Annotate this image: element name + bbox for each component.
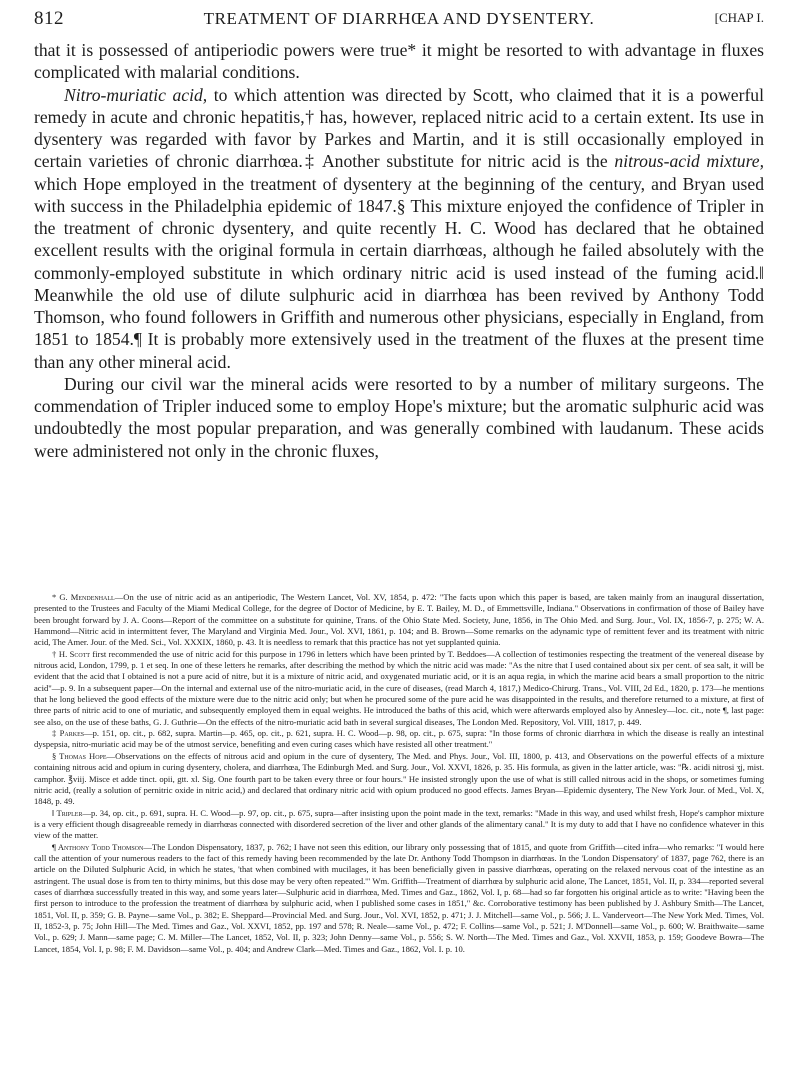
footnote-1: * G. Mendenhall—On the use of nitric acid as an antiperiodic, The Western Lancet, Vol. XV, 1854, p. 472: "The facts upon which this paper is based, are taken mainly from an inaugural dissertation, presented to the Trustees and Faculty of the Miami Medical College, for the degree of Doctor of Medicine, by E. T. Bailey, M. D., of Emmettsville, Indiana." Observations in confirmation of those of Bailey have been brought forward by J. A. Coons—Report of the committee on a substitute for quinine, Trans. of the Ohio State Med. Society, June, 1856, in The Ohio Med. and Surg. Jour., Vol. IX, 1856-7, p. 275; W. A. Hammond—Nitric acid in intermittent fever, The Maryland and Virginia Med. Jour., Vol. XVI, 1861, p. 104; and B. Brown—Some remarks on the adynamic type of remittent fever and its treatment with nitric acid, The Amer. Jour. of the Med. Sci., Vol. XXXIX, 1860, p. 43. It is needless to remark that this practice has not yet supplanted quinia.	[34, 592, 764, 648]
term-nitrous-acid-mixture: nitrous-acid mixture,	[614, 151, 764, 172]
page-header	[34, 8, 764, 34]
footnote-6: ¶ Anthony Todd Thomson—The London Dispensatory, 1837, p. 762; I have not seen this edition, our library only possessing that of 1815, and quote from Griffith—cited infra—who remarks: "I would here call the attention of your numerous readers to the fact of this remedy having been recommended by the late Dr. Anthony Todd Thompson in diarrhœas. In the 'London Dispensatory' of 1837, page 762, there is an article on the Diluted Sulphuric Acid, in which he states, 'that when combined with mucilages, it has been beneficially given in passive diarrhœas, operating on the relaxed nervous coat of the intestine as an astringent. The usual dose is from ten to thirty minims, but this dose may be very often repeated.'" Wm. Griffith—Treatment of diarrhœa by sulphuric acid alone, The Lancet, 1851, Vol. II, p. 334—reported several cases of diarrhœa successfully treated in this way, and some years later—Sulphuric acid in diarrhœa, Med. Times and Gaz., 1862, Vol. I, p. 68—had so far forgotten his original article as to write: "Having been the first person to introduce to the profession the treatment of diarrhœa by sulphuric acid, when I published some cases in 1851," &c. Corroborative testimony has been published by J. Ashbury Smith—The Lancet, 1851, Vol. II, p. 359; G. B. Payne—same Vol., p. 382; E. Sheppard—Provincial Med. and Surg. Jour., Vol. XVI, 1852, p. 471; J. J. Mitchell—same Vol., p. 566; J. L. Vanderveort—The New York Med. Times, Vol. II, 1852-3, p. 75; John Hill—The Med. Times and Gaz., Vol. XXVI, 1852, pp. 197 and 578; R. Neale—same Vol., p. 472; F. Collins—same Vol., p. 521; J. M'Donnell—same Vol., p. 600; W. Braithwaite—same Vol., p. 629; J. Mann—same page; C. M. Miller—The Lancet, 1852, Vol. II, p. 323; John Denny—same Vol., p. 556; S. W. North—The Med. Times and Gaz., Vol. XXVII, 1853, p. 159; Goodeve Bowra—The Lancet, 1854, Vol. I, p. 98; F. M. Davidson—same Vol., p. 404; and Andrew Clark—Med. Times and Gaz., 1862, Vol. I. p. 10.	[34, 841, 764, 954]
paragraph-1: that it is possessed of antiperiodic powers were true* it might be resorted to with advantage in fluxes complicated with malarial conditions.	[34, 40, 764, 83]
footnote-4: § Thomas Hope—Observations on the effects of nitrous acid and opium in the cure of dysentery, The Med. and Phys. Jour., Vol. III, 1800, p. 413, and Observations on the powerful effects of a mixture containing nitrous acid and opium in curing dysentery, cholera, and diarrhœa, The Edinburgh Med. and Surg. Jour., Vol. XXVI, 1826, p. 35. His formula, as given in the latter article, was: "℞. acidi nitrosi ʒj, mist. camphor. ℥viij. Misce et adde tinct. opii, gtt. xl. Sig. One fourth part to be taken every three or four hours." He insisted strongly upon the use of what is still called nitrous acid in the shops, or sometimes fuming nitric acid, (really a solution of pernitric oxide in nitric acid,) and declared that ordinary nitric acid with opium produced no good effects. James Bryan—Epidemic dysentery, The New York Jour. of Med., Vol. X, 1848, p. 49.	[34, 750, 764, 807]
footnote-2: † H. Scott first recommended the use of nitric acid for this purpose in 1796 in letters which have been printed by T. Beddoes—A collection of testimonies respecting the treatment of the venereal disease by nitrous acid, London, 1799, p. 1 et seq. In one of these letters he remarks, after describing the method by which the nitric acid was made: "As the nitre that I used contained about six per cent. of sea salt, it will be evident that the acid that I obtained is not a pure acid of nitre, but it is a mixture of nitric acid, and oxygenated muriatic acid, or it is an aqua regia, in which the marine acid bears a small proportion to the nitric acid"—p. 9. In a subsequent paper—On the internal and external use of the nitro-muriatic acid, in the cure of diseases, (read March 4, 1817,) Medico-Chirurg. Trans., Vol. VIII, 2d Ed., 1820, p. 173—he mentions that he long believed the good effects of the mixture were due to the nitric acid only; but when he procured some of the pure acid he was disappointed in the results, and therefore returned to a mixture, at first of three parts of nitric acid to one of muriatic, and subsequently employed them in equal weights. He introduced the baths of this acid, which were afterwards employed also by Annesley—loc. cit., note ¶, last page: see also, on the use of these baths, G. J. Guthrie—On the effects of the nitro-muriatic acid bath in several surgical diseases, The London Med. Repository, Vol. VIII, 1817, p. 449.	[34, 648, 764, 727]
running-title: TREATMENT OF DIARRHŒA AND DYSENTERY.	[203, 9, 595, 28]
term-nitro-muriatic-acid: Nitro-muriatic acid,	[64, 84, 208, 105]
footnote-3: ‡ Parkes—p. 151, op. cit., p. 682, supra. Martin—p. 465, op. cit., p. 621, supra. H. C. Wood—p. 98, op. cit., p. 675, supra: "In those forms of chronic diarrhœa in which the disease is really an intestinal dyspepsia, nitro-muriatic acid may be of the utmost service, benefiting and even curing cases which have resisted all other treatment."	[34, 728, 764, 750]
footnote-5: ‖ Tripler—p. 34, op. cit., p. 691, supra. H. C. Wood—p. 97, op. cit., p. 675, supra—after insisting upon the point made in the text, remarks: "Made in this way, and used whilst fresh, Hope's camphor mixture is a very efficient though disagreeable remedy in diarrhœas connected with disordered secretion of the liver and other glands of the alimentary canal." It is my duty to add that I have no confidence whatever in this view of the matter.	[34, 807, 764, 841]
paragraph-2: Nitro-muriatic acid, to which attention was directed by Scott, who claimed that it is a powerful remedy in acute and chronic hepatitis,† has, however, replaced nitric acid to a certain extent. Its use in dysentery was regarded with favor by Parkes and Martin, and it is still occasionally employed in certain varieties of chronic diarrhœa.‡ Another substitute for nitric acid is the nitrous-acid mixture, which Hope employed in the treatment of dysentery at the beginning of the century, and Bryan used with success in the Philadelphia epidemic of 1847.§ This mixture enjoyed the confidence of Tripler in the treatment of chronic dysentery, and quite recently H. C. Wood has declared that he obtained excellent results with the original formula in certain diarrhœas, although he failed absolutely with the commonly-employed substitute in which ordinary nitric acid is used instead of the fuming acid.‖ Meanwhile the old use of dilute sulphuric acid in diarrhœa has been revived by Anthony Todd Thomson, who found followers in Griffith and numerous other physicians, especially in England, from 1851 to 1854.¶ It is probably more extensively used in the treatment of the fluxes at the present time than any other mineral acid.	[34, 84, 764, 372]
footnotes	[34, 592, 764, 955]
paragraph-3: During our civil war the mineral acids were resorted to by a number of military surgeons. The commendation of Tripler induced some to employ Hope's mixture; but the aromatic sulphuric acid was undoubtedly the most popular preparation, and was generally combined with laudanum. These acids were administered not only in the chronic fluxes,	[34, 373, 764, 461]
chapter-label: [CHAP I.	[714, 10, 764, 25]
main-text	[34, 39, 764, 462]
page-number: 812	[34, 8, 64, 29]
